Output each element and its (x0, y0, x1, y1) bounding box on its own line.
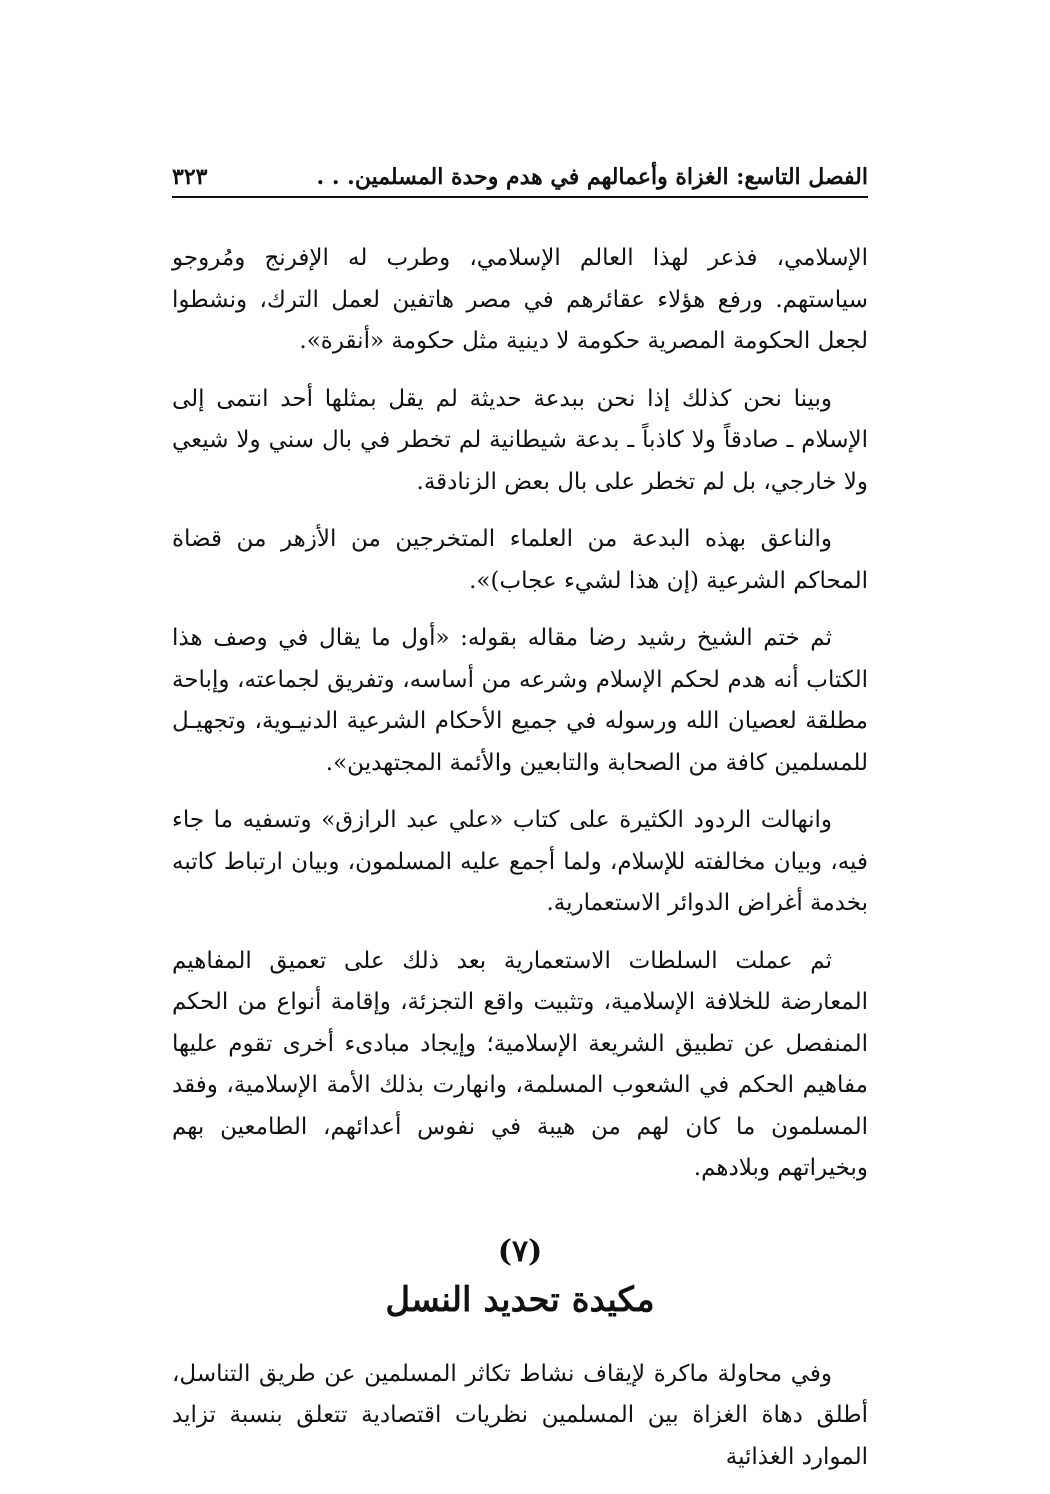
section-number: (٧) (497, 1233, 543, 1269)
section-paragraph: وفي محاولة ماكرة لإيقاف نشاط تكاثر المسلمين عن طريق التناسل، أطلق دهاة الغزاة بين المسلمين نظريات اقتصادية تتعلق بنسبة تزايد الموارد الغذائية (172, 1360, 868, 1470)
paragraph: والناعق بهذه البدعة من العلماء المتخرجين من الأزهر من قضاة المحاكم الشرعية (إن هذا لشيء عجاب)». (172, 526, 868, 594)
paragraph: ثم ختم الشيخ رشيد رضا مقاله بقوله: «أول ما يقال في وصف هذا الكتاب أنه هدم لحكم الإسلام وشرعه من أساسه، وتفريق لجماعته، وإباحة مطلقة لعصيان الله ورسوله في جميع الأحكام الشرعية الدنيـوية، وتجهيـل للمسلمين كافة من الصحابة والتابعين والأئمة المجتهدين». (172, 625, 868, 776)
paragraph: وبينا نحن كذلك إذا نحن ببدعة حديثة لم يقل بمثلها أحد انتمى إلى الإسلام ـ صادقاً ولا كاذباً ـ بدعة شيطانية لم تخطر في بال سني ولا شيعي ولا خارجي، بل لم تخطر على بال بعض الزنادقة. (172, 385, 868, 495)
paragraph: وانهالت الردود الكثيرة على كتاب «علي عبد الرازق» وتسفيه ما جاء فيه، وبيان مخالفته للإسلام، ولما أجمع عليه المسلمون، وبيان ارتباط كاتبه بخدمة أغراض الدوائر الاستعمارية. (172, 807, 868, 916)
paragraph: الإسلامي، فذعر لهذا العالم الإسلامي، وطرب له الإفرنج ومُروجو سياستهم. ورفع هؤلاء عقائرهم في مصر هاتفين لعمل الترك، ونشطوا لجعل الحكومة المصرية حكومة لا دينية مثل حكومة «أنقرة». (172, 245, 868, 354)
page-number: ٣٢٣ (172, 164, 208, 190)
body-text (172, 238, 868, 1190)
running-head (172, 150, 868, 198)
book-page (172, 150, 868, 1494)
section-title: مكيدة تحديد النسل (385, 1279, 655, 1320)
paragraph: ثم عملت السلطات الاستعمارية بعد ذلك على تعميق المفاهيم المعارضة للخلافة الإسلامية، وتثبيت واقع التجزئة، وإقامة أنواع من الحكم المنفصل عن تطبيق الشريعة الإسلامية؛ وإيجاد مبادىء أخرى تقوم عليها مفاهيم الحكم في الشعوب المسلمة، وانهارت بذلك الأمة الإسلامية، وفقد المسلمون ما كان لهم من هيبة في نفوس أعدائهم، الطامعين بهم وبخيراتهم وبلادهم. (172, 947, 868, 1181)
chapter-title: الفصل التاسع: الغزاة وأعمالهم في هدم وحدة المسلمين. . . (316, 164, 868, 190)
